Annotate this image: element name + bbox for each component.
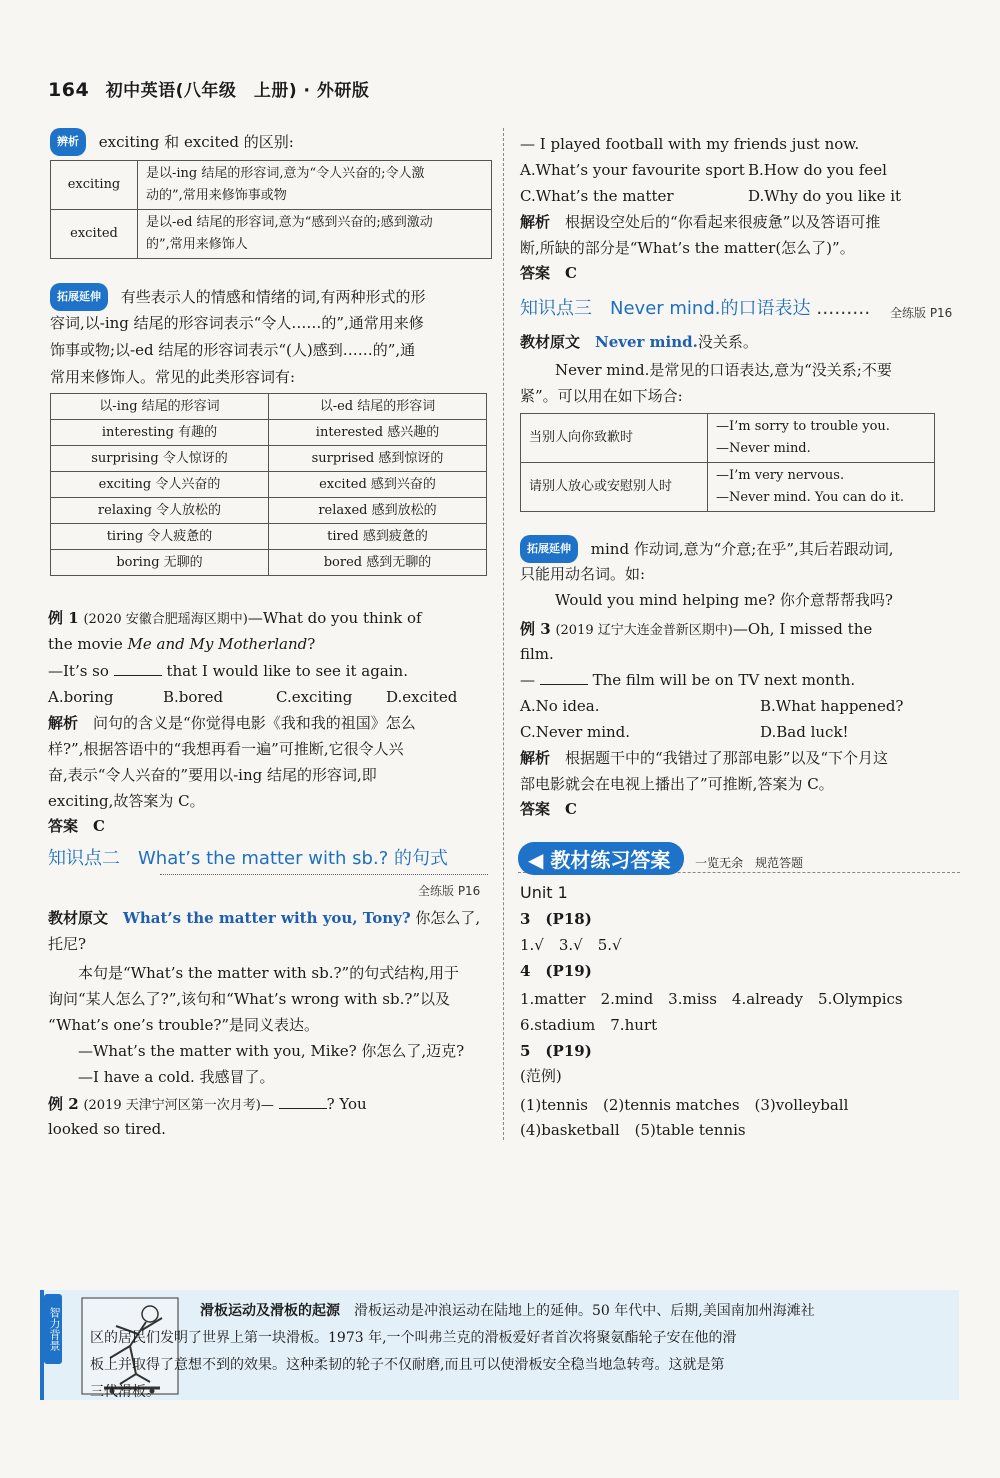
example-1-line-2: the movie Me and My Motherland? [48,635,316,653]
option: D.Bad luck! [760,723,849,741]
analysis-heading: 辨析 exciting 和 excited 的区别: [50,128,294,156]
option: D.Why do you like it [748,187,902,205]
table-cell: surprising 令人惊讶的 [51,446,269,472]
option: C.Never mind. [520,723,631,741]
option: D.excited [386,688,458,706]
example-1-line-3: —It’s so that I would like to see it again. [48,662,408,680]
table-row [51,446,487,472]
extension-right-1: 拓展延伸 mind 作动词,意为“介意;在乎”,其后若跟动词, [520,535,894,563]
exciting-excited-table [50,160,492,259]
answer-blank [279,1108,327,1109]
answer-line: 6.stadium 7.hurt [520,1016,658,1034]
option: C.exciting [276,688,353,706]
example-3-line-2: film. [520,645,554,663]
example-2-options-2 [520,183,960,209]
example-1-answer: 答案 C [48,817,105,835]
option: A.What’s your favourite sport [520,161,745,179]
kp2-body-2: 询问“某人怎么了?”,该句和“What’s wrong with sb.?”以及 [48,990,451,1008]
book-title: 初中英语(八年级 上册) · 外研版 [105,81,370,101]
example-3-question: 例 3 (2019 辽宁大连金普新区期中)—Oh, I missed the [520,620,873,638]
kp2-original: 教材原文 What’s the matter with you, Tony? 你怎么了, [48,909,481,927]
textbook-answers-banner [518,842,960,873]
kp2-body-3: “What’s one’s trouble?”是同义表达。 [48,1016,320,1034]
page-header [48,76,369,101]
table-cell: 当别人向你致歉时 [521,414,708,463]
option: A.No idea. [520,697,600,715]
kp2-body-5: —I have a cold. 我感冒了。 [78,1068,275,1086]
table-cell: boring 无聊的 [51,550,269,576]
example-1-options [48,684,458,710]
table-cell: bored 感到无聊的 [269,550,487,576]
kp3-original: 教材原文 Never mind.没关系。 [520,333,758,351]
column-divider [503,128,504,1140]
table-cell: exciting [51,161,138,210]
dotted-leader [160,874,488,875]
option: C.What’s the matter [520,187,674,205]
table-row [521,463,935,512]
answer-line: 4 (P19) [520,962,592,980]
example-1-analysis-1: 解析 问句的含义是“你觉得电影《我和我的祖国》怎么 [48,714,416,732]
table-header-cell: 以-ing 结尾的形容词 [51,394,269,420]
extension-right-2: 只能用动名词。如: [520,565,646,583]
table-cell: 是以-ed 结尾的形容词,意为“感到兴奋的;感到激动 的”,常用来修饰人 [138,210,492,259]
table-cell: interesting 有趣的 [51,420,269,446]
answer-line: (范例) [520,1067,562,1085]
kp3-body-1: Never mind.是常见的口语表达,意为“没关系;不要 [555,361,892,379]
answer-line: 3 (P18) [520,910,592,928]
extension-tag: 拓展延伸 [50,283,108,311]
page-number: 164 [48,79,90,101]
example-3-line-3: — The film will be on TV next month. [520,671,856,689]
example-2-analysis-2: 断,所缺的部分是“What’s the matter(怎么了)”。 [520,239,855,257]
extension-line-3: 饰事或物;以-ed 结尾的形容词表示“(人)感到……的”,通 [50,341,416,359]
example-2-answer: 答案 C [520,264,577,282]
table-cell: interested 感兴趣的 [269,420,487,446]
example-3-analysis-1: 解析 根据题干中的“我错过了那部电影”以及“下个月这 [520,749,889,767]
never-mind-table [520,413,935,512]
example-3-options-2 [520,719,960,745]
extension-tag: 拓展延伸 [520,535,578,563]
answer-blank [114,675,162,676]
table-cell: relaxed 感到放松的 [269,498,487,524]
table-row [51,550,487,576]
kp2-original-cont: 托尼? [48,935,87,953]
table-cell: relaxing 令人放松的 [51,498,269,524]
table-cell: —I’m very nervous. —Never mind. You can do it. [708,463,935,512]
example-1-analysis-4: exciting,故答案为 C。 [48,792,205,810]
example-1-analysis-2: 样?”,根据答语中的“我想再看一遍”可推断,它很令人兴 [48,740,404,758]
example-1-analysis-3: 奋,表示“令人兴奋的”要用以-ing 结尾的形容词,即 [48,766,377,784]
answer-line: 5 (P19) [520,1042,592,1060]
answer-line: 1.matter 2.mind 3.miss 4.already 5.Olympics [520,990,903,1008]
option: B.How do you feel [748,161,887,179]
background-tag: 智力背景 [44,1294,62,1364]
example-2-analysis-1: 解析 根据设空处后的“你看起来很疲惫”以及答语可推 [520,213,881,231]
table-row [51,472,487,498]
answer-line: (1)tennis (2)tennis matches (3)volleyball [520,1096,849,1114]
extension-line-1: 拓展延伸 有些表示人的情感和情绪的词,有两种形式的形 [50,283,426,311]
table-cell: 是以-ing 结尾的形容词,意为“令人兴奋的;令人激 动的”,常用来修饰事或物 [138,161,492,210]
table-cell: tired 感到疲惫的 [269,524,487,550]
table-row [51,420,487,446]
kp2-body-1: 本句是“What’s the matter with sb.?”的句式结构,用于 [78,964,459,982]
table-cell: exciting 令人兴奋的 [51,472,269,498]
table-cell: excited 感到兴奋的 [269,472,487,498]
answer-line: 1.√ 3.√ 5.√ [520,936,622,954]
speaker-icon: ◀︎ [528,848,544,872]
extension-right-3: Would you mind helping me? 你介意帮帮我吗? [555,591,893,609]
table-cell: surprised 感到惊讶的 [269,446,487,472]
example-2-options-1 [520,157,960,183]
answer-blank [540,684,588,685]
banner-title: ◀︎ 教材练习答案 [518,842,684,875]
table-row [51,161,492,210]
kp2-body-4: —What’s the matter with you, Mike? 你怎么了,迈克? [78,1042,465,1060]
extension-line-4: 常用来修饰人。常见的此类形容词有: [50,368,296,386]
analysis-tag: 辨析 [50,128,86,156]
table-row [51,524,487,550]
table-cell: —I’m sorry to trouble you. —Never mind. [708,414,935,463]
background-text: 滑板运动及滑板的起源 滑板运动是冲浪运动在陆地上的延伸。50 年代中、后期,美国南加州海滩社 区的居民们发明了世界上第一块滑板。1973 年,一个叫弗兰克的滑板爱好者首次将聚氨酯轮子安在他的滑 板上并取得了意想不到的效果。这种柔韧的轮子不仅耐磨,而且可以使滑板安全稳当地急转弯。这就是第 三代滑板。 [90,1303,815,1400]
unit-heading: Unit 1 [520,883,568,902]
answer-line: (4)basketball (5)table tennis [520,1121,746,1139]
example-3-analysis-2: 部电影就会在电视上播出了”可推断,答案为 C。 [520,775,834,793]
knowledge-point-2-title: 知识点二 What’s the matter with sb.? 的句式 [48,848,448,869]
adjective-table [50,393,487,576]
table-cell: excited [51,210,138,259]
kp3-body-2: 紧”。可以用在如下场合: [520,387,683,405]
table-row [51,210,492,259]
extension-line-2: 容词,以-ing 结尾的形容词表示“令人……的”,通常用来修 [50,314,424,332]
table-header-row [51,394,487,420]
table-row [51,498,487,524]
table-cell: tiring 令人疲惫的 [51,524,269,550]
option: A.boring [48,688,114,706]
option: B.What happened? [760,697,904,715]
example-3-answer: 答案 C [520,800,577,818]
example-3-options-1 [520,693,960,719]
banner-subtitle: 一览无余 规范答题 [695,856,804,870]
table-header-cell: 以-ed 结尾的形容词 [269,394,487,420]
kp3-reference: 全练版 P16 [890,306,953,320]
example-1-question: 例 1 (2020 安徽合肥瑶海区期中)—What do you think of [48,609,422,627]
table-row [521,414,935,463]
kp2-reference: 全练版 P16 [418,884,481,898]
option: B.bored [163,688,224,706]
knowledge-point-3-title: 知识点三 Never mind.的口语表达 ……… [520,298,871,319]
example-2-continuation: — I played football with my friends just now. [520,135,860,153]
example-2-question: 例 2 (2019 天津宁河区第一次月考)— ? You [48,1095,367,1113]
example-2-line-2: looked so tired. [48,1120,166,1138]
table-cell: 请别人放心或安慰别人时 [521,463,708,512]
